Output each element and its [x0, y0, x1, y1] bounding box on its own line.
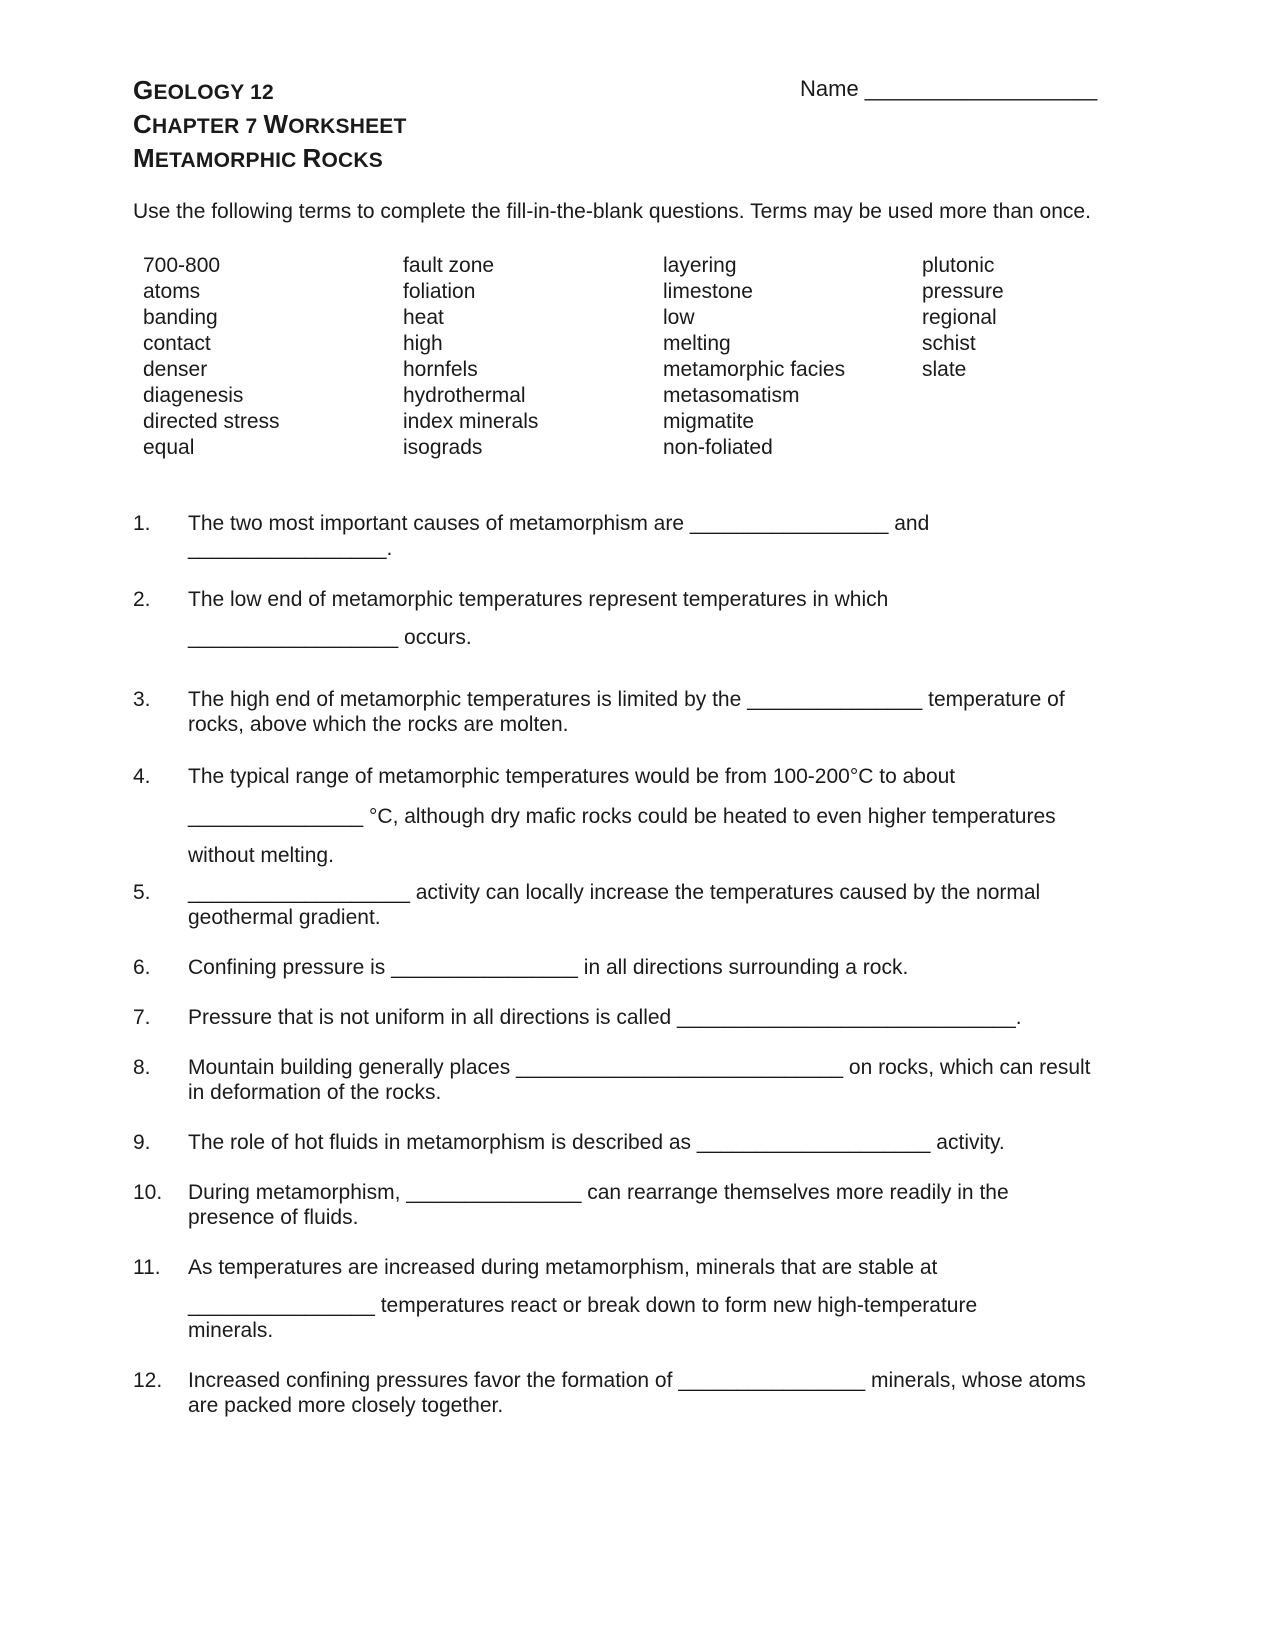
term: slate [922, 358, 967, 381]
question-text: without melting. [188, 844, 334, 867]
term: migmatite [663, 410, 755, 433]
term: schist [922, 332, 976, 355]
answer-blank[interactable]: ___________________ activity can locally increase the temperatures caused by the normal [188, 881, 1041, 904]
question-number: 11. [133, 1256, 161, 1279]
question-number: 4. [133, 765, 151, 788]
question-number: 7. [133, 1006, 151, 1029]
term: metasomatism [663, 384, 800, 407]
answer-blank[interactable]: ________________ temperatures react or break down to form new high-temperature [188, 1294, 978, 1317]
term: contact [143, 332, 211, 355]
question-text: are packed more closely together. [188, 1394, 504, 1417]
question-text: The typical range of metamorphic temperatures would be from 100-200°C to about [188, 765, 956, 788]
answer-blank[interactable]: __________________ occurs. [188, 626, 472, 649]
title-course-initial: G [133, 75, 154, 105]
term: high [403, 332, 443, 355]
title-rocks-rest: OCKS [321, 149, 383, 172]
term: limestone [663, 280, 753, 303]
term: index minerals [403, 410, 539, 433]
term: plutonic [922, 254, 995, 277]
question-text: As temperatures are increased during metamorphism, minerals that are stable at [188, 1256, 938, 1279]
title-chapter-initial: C [133, 109, 152, 139]
term-column-3 [663, 253, 845, 461]
question-text[interactable]: Confining pressure is ________________ in all directions surrounding a rock. [188, 956, 909, 979]
title-worksheet-rest: ORKSHEET [288, 115, 407, 138]
question-text[interactable]: During metamorphism, _______________ can rearrange themselves more readily in the [188, 1181, 1009, 1204]
question-text[interactable]: Pressure that is not uniform in all directions is called _____________________________. [188, 1006, 1022, 1029]
term: hornfels [403, 358, 478, 381]
question-number: 9. [133, 1131, 151, 1154]
question-text[interactable]: The role of hot fluids in metamorphism is described as ____________________ activity. [188, 1131, 1005, 1154]
title-topic-rest: ETAMORPHIC [154, 149, 303, 172]
term: equal [143, 436, 195, 459]
term: diagenesis [143, 384, 244, 407]
title-course [133, 75, 274, 106]
answer-blank[interactable]: _______________ °C, although dry mafic rocks could be heated to even higher temperatures [188, 805, 1056, 828]
instructions: Use the following terms to complete the fill-in-the-blank questions. Terms may be used more than once. [133, 200, 1091, 223]
term: 700-800 [143, 254, 221, 277]
question-text[interactable]: The high end of metamorphic temperatures is limited by the _______________ temperature of [188, 688, 1065, 711]
question-text: minerals. [188, 1319, 274, 1342]
term: layering [663, 254, 737, 277]
question-text: in deformation of the rocks. [188, 1081, 442, 1104]
term: low [663, 306, 695, 329]
title-topic [133, 143, 383, 174]
term: atoms [143, 280, 201, 303]
term-column-2 [403, 253, 538, 461]
term: banding [143, 306, 218, 329]
term: directed stress [143, 410, 280, 433]
term: fault zone [403, 254, 495, 277]
title-topic-initial: M [133, 143, 155, 173]
question-number: 2. [133, 588, 151, 611]
question-text[interactable]: Increased confining pressures favor the formation of ________________ minerals, whose atoms [188, 1369, 1086, 1392]
term: denser [143, 358, 208, 381]
question-number: 1. [133, 512, 151, 535]
question-number: 8. [133, 1056, 151, 1079]
term: hydrothermal [403, 384, 526, 407]
question-number: 5. [133, 881, 151, 904]
term: foliation [403, 280, 476, 303]
question-text: The low end of metamorphic temperatures represent temperatures in which [188, 588, 889, 611]
question-number: 6. [133, 956, 151, 979]
title-chapter [133, 109, 407, 140]
title-worksheet-initial: W [263, 109, 289, 139]
answer-blank[interactable]: _________________. [188, 537, 393, 560]
term: heat [403, 306, 444, 329]
question-text: presence of fluids. [188, 1206, 359, 1229]
term: metamorphic facies [663, 358, 846, 381]
term-column-4 [922, 253, 1004, 383]
question-text: geothermal gradient. [188, 906, 381, 929]
name-field[interactable]: Name ___________________ [800, 76, 1098, 101]
question-number: 12. [133, 1369, 163, 1392]
term: melting [663, 332, 731, 355]
question-text[interactable]: Mountain building generally places ____________________________ on rocks, which can result [188, 1056, 1091, 1079]
question-number: 3. [133, 688, 151, 711]
term: isograds [403, 436, 483, 459]
question-text: rocks, above which the rocks are molten. [188, 713, 569, 736]
title-rocks-initial: R [302, 143, 322, 173]
term: non-foliated [663, 436, 773, 459]
question-text: The two most important causes of metamorphism are _________________ and [188, 512, 930, 535]
title-chapter-rest: HAPTER 7 [151, 115, 264, 138]
question-number: 10. [133, 1181, 163, 1204]
term-column-1 [143, 253, 280, 461]
term: pressure [922, 280, 1004, 303]
term: regional [922, 306, 997, 329]
title-course-rest: EOLOGY 12 [153, 81, 274, 104]
